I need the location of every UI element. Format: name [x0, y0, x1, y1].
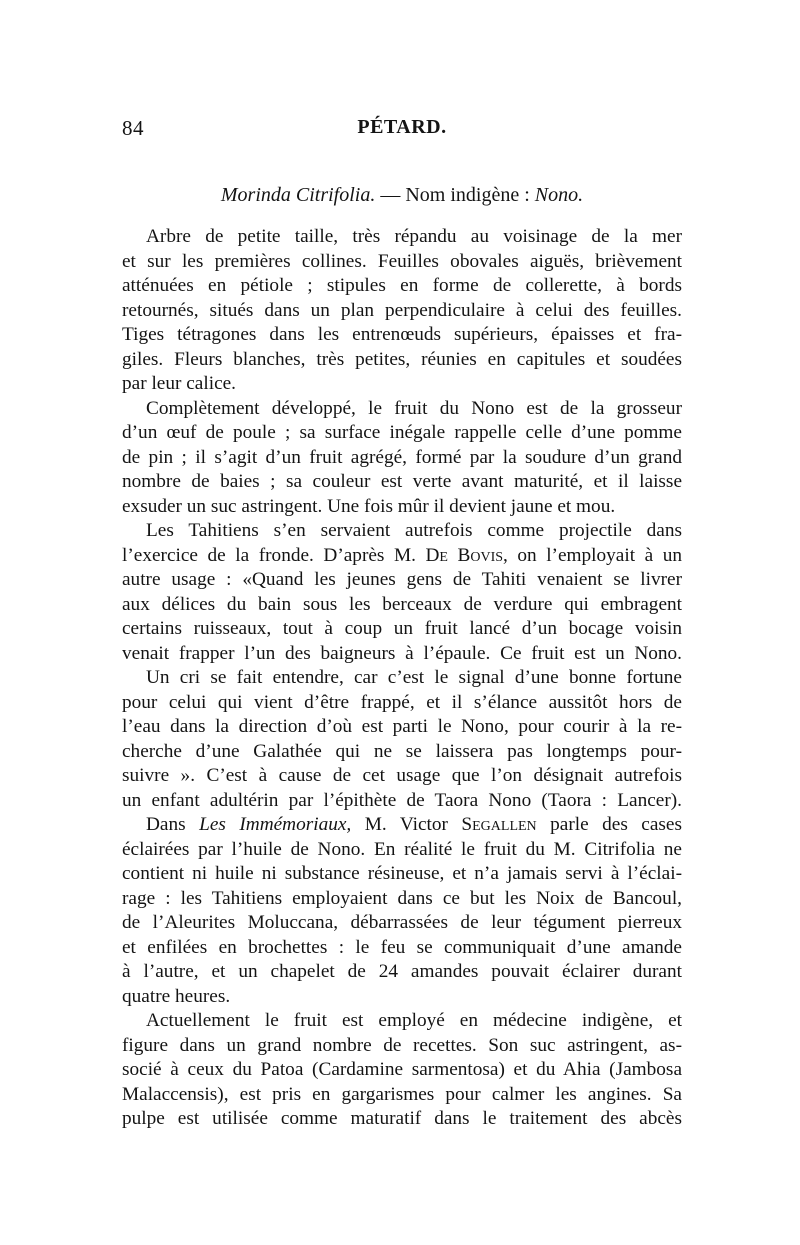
text-line: autre usage : «Quand les jeunes gens de Tahiti venaient se livrer [122, 569, 682, 590]
text-line: d’un œuf de poule ; sa surface inégale rappelle celle d’une pomme [122, 422, 682, 443]
text-fragment: Dans [146, 814, 200, 835]
text-line: de l’Aleurites Moluccana, débarrassées de leur tégument pierreux [122, 912, 682, 933]
text-line: et sur les premières collines. Feuilles obovales aiguës, brièvement [122, 250, 682, 272]
running-header [122, 116, 682, 146]
text-line: un enfant adultérin par l’épithète de Taora Nono (Taora : Lancer). [122, 789, 682, 811]
section-heading [122, 184, 682, 207]
running-title: PÉTARD. [357, 116, 447, 138]
species-name: Morinda Citrifolia. [220, 184, 376, 206]
text-line: exsuder un suc astringent. Une fois mûr il devient jaune et mou. [122, 495, 616, 517]
paragraph-immemoriaux [122, 813, 682, 1009]
text-line: certains ruisseaux, tout à coup un fruit lancé d’un bocage voisin [122, 618, 682, 639]
text-line: Un cri se fait entendre, car c’est le signal d’une bonne fortune [146, 667, 682, 688]
text-line: Malaccensis), est pris en gargarismes pour calmer les angines. Sa [122, 1083, 682, 1105]
text-line: atténuées en pétiole ; stipules en forme de collerette, à bords [122, 275, 682, 296]
text-line: venait frapper l’un des baigneurs à l’épaule. Ce fruit est un Nono. [122, 642, 682, 664]
text-line: quatre heures. [122, 985, 231, 1007]
paragraph-medicine [122, 1009, 682, 1132]
text-line: socié à ceux du Patoa (Cardamine sarmentosa) et du Ahia (Jambosa [122, 1059, 682, 1080]
text-line: aux délices du bain sous les berceaux de verdure qui embragent [122, 593, 682, 615]
text-line: pulpe est utilisée comme maturatif dans le traitement des abcès [122, 1108, 682, 1129]
text-line: contient ni huile ni substance résineuse, et n’a jamais servi à l’éclai- [122, 863, 682, 884]
text-line: nombre de baies ; sa couleur est verte avant maturité, et il laisse [122, 471, 682, 492]
text-line: rage : les Tahitiens employaient dans ce but les Noix de Bancoul, [122, 887, 682, 909]
book-title: Les Immémoriaux, [199, 814, 352, 835]
author-name: De Bovis [425, 544, 504, 566]
text-line: à l’autre, et un chapelet de 24 amandes pouvait éclairer durant [122, 961, 682, 982]
text-line: retournés, situés dans un plan perpendiculaire à celui des feuilles. [122, 299, 682, 321]
native-name: Nono. [534, 184, 584, 206]
text-line: pour celui qui vient d’être frappé, et il s’élance aussitôt hors de [122, 691, 682, 713]
text-line: Arbre de petite taille, très répandu au voisinage de la mer [146, 226, 682, 247]
paragraph-quote-continued [122, 666, 682, 813]
text-fragment: l’exercice de la fronde. D’après M. [122, 544, 426, 566]
page-number: 84 [122, 116, 144, 140]
text-line: de pin ; il s’agit d’un fruit agrégé, formé par la soudure d’un grand [122, 446, 682, 468]
text-line [122, 813, 682, 838]
paragraph-fruit [122, 397, 682, 520]
text-line: Complètement développé, le fruit du Nono est de la grosseur [146, 397, 682, 419]
text-line: Les Tahitiens s’en servaient autrefois comme projectile dans [146, 520, 682, 541]
text-line: giles. Fleurs blanches, très petites, réunies en capitules et soudées [122, 348, 682, 370]
paragraph-description [122, 225, 682, 397]
text-line [122, 544, 682, 569]
text-line: par leur calice. [122, 373, 237, 394]
text-line: éclairées par l’huile de Nono. En réalité le fruit du M. Citrifolia ne [122, 838, 682, 860]
text-line: figure dans un grand nombre de recettes. Son suc astringent, as- [122, 1034, 682, 1056]
text-fragment: M. Victor [351, 814, 462, 835]
text-line: Actuellement le fruit est employé en médecine indigène, et [146, 1010, 682, 1031]
body-text [122, 225, 682, 1132]
text-line: et enfilées en brochettes : le feu se communiquait d’une amande [122, 936, 682, 958]
text-line: l’eau dans la direction d’où est parti le Nono, pour courir à la re- [122, 716, 682, 737]
text-line: cherche d’une Galathée qui ne se laissera pas longtemps pour- [122, 740, 682, 762]
paragraph-uses [122, 519, 682, 666]
text-line: Tiges tétragones dans les entrenœuds supérieurs, épaisses et fra- [122, 324, 682, 345]
text-fragment: , on l’employait à un [503, 544, 682, 566]
text-line: suivre ». C’est à cause de cet usage que l’on désignait autrefois [122, 765, 682, 786]
text-fragment: parle des cases [536, 814, 682, 835]
heading-text: — Nom indigène : [375, 184, 535, 206]
author-name: Segallen [461, 814, 537, 835]
